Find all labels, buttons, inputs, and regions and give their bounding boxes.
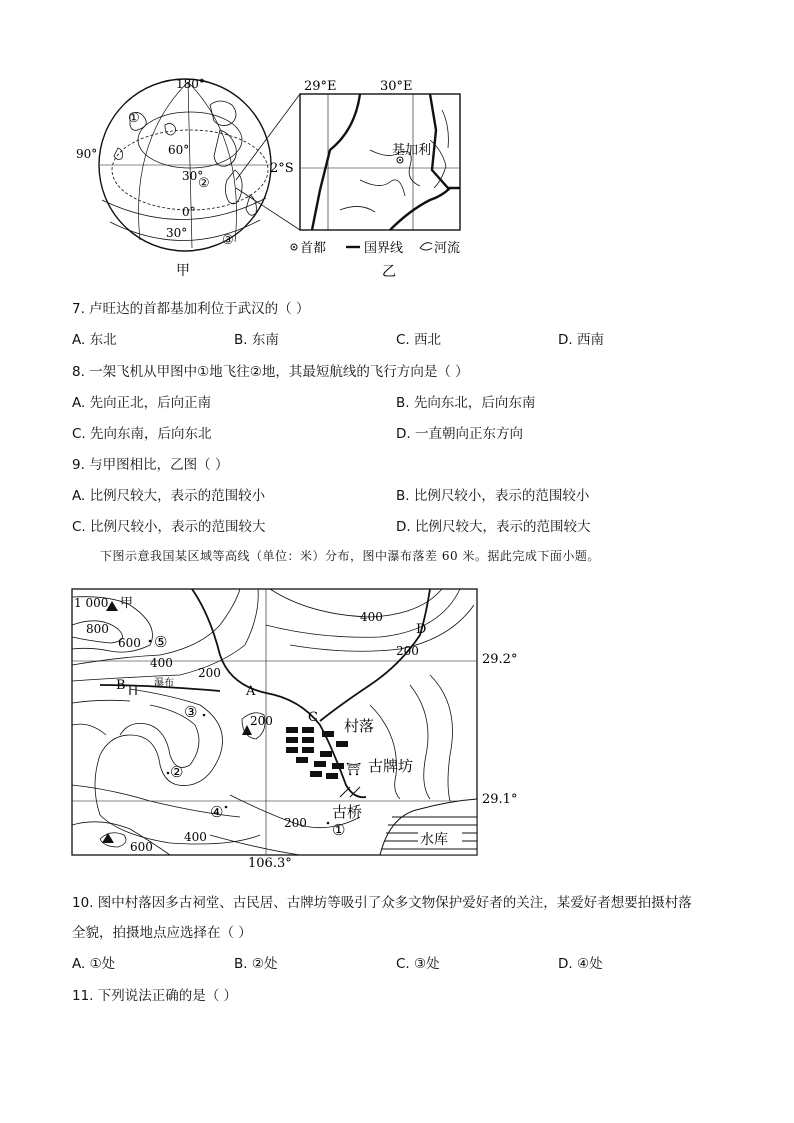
point-c: C [308,710,318,725]
q8-option-a[interactable]: A. 先向正北，后向正南 [72,395,212,411]
q7-option-a[interactable]: A. 东北 [72,332,117,348]
q9-option-b[interactable]: B. 比例尺较小，表示的范围较小 [396,488,590,504]
mark-4: ④ [210,803,224,821]
q9-option-d[interactable]: D. 比例尺较大，表示的范围较大 [396,519,591,535]
globe-caption: 甲 [176,263,190,279]
mark-1: ① [332,821,346,839]
peak-jia: 甲 [120,596,134,611]
contour-800: 800 [86,622,109,636]
legend-capital: 首都 [300,241,327,256]
globe-map [76,77,271,279]
inset-caption: 乙 [382,264,396,280]
village-label: 村落 [344,717,375,735]
inset-lon-30: 30°E [380,79,413,94]
figure-contour-map [70,585,540,870]
globe-label-30: 30° [182,169,204,183]
contour-200b: 200 [250,714,273,728]
reservoir-label: 水库 [420,832,448,848]
question-8-stem: 8. 一架飞机从甲图中①地飞往②地，其最短航线的飞行方向是（ ） [72,364,469,380]
archway-label: 古牌坊 [368,757,414,775]
inset-lat-2s: 2°S [270,161,294,176]
lon-106-3: 106.3° [248,856,292,870]
lat-29-2: 29.2° [482,652,518,667]
globe-label-60: 60° [168,143,190,157]
legend-border: 国界线 [364,241,404,256]
mark-3: ③ [184,703,198,721]
globe-mark-2: ② [198,176,210,191]
q10-option-a[interactable]: A. ①处 [72,956,116,972]
point-a: A [246,684,256,699]
question-10-stem-line1: 10. 图中村落因多古祠堂、古民居、古牌坊等吸引了众多文物保护爱好者的关注，某爱好者想要拍摄村落 [72,895,692,911]
q7-option-b[interactable]: B. 东南 [234,332,279,348]
point-b: B [116,678,126,693]
contour-200a: 200 [198,666,221,680]
village-buildings [286,727,348,779]
contour-1000: 1 000 [74,596,109,610]
inset-lon-29: 29°E [304,79,337,94]
q9-option-a[interactable]: A. 比例尺较大，表示的范围较小 [72,488,266,504]
bridge-label: 古桥 [332,803,363,821]
globe-mark-1: ① [128,111,140,126]
figure-globe-and-inset [70,70,490,285]
globe-mark-3: ③ [222,233,234,248]
inset-map [270,79,460,280]
q7-option-d[interactable]: D. 西南 [558,332,604,348]
q10-option-d[interactable]: D. ④处 [558,956,603,972]
question-7-stem: 7. 卢旺达的首都基加利位于武汉的（ ） [72,301,310,317]
q10-option-c[interactable]: C. ③处 [396,956,440,972]
globe-label-30b: 30° [166,226,188,240]
globe-label-180: 180° [176,77,205,91]
point-d: D [416,622,427,637]
contour-400b: 400 [360,610,383,624]
legend-river: 河流 [434,241,461,256]
waterfall-label: 瀑布 [154,678,174,689]
section-intro: 下图示意我国某区域等高线（单位：米）分布，图中瀑布落差 60 米。据此完成下面小题。 [100,549,600,563]
contour-200c: 200 [396,644,419,658]
q8-option-b[interactable]: B. 先向东北，后向东南 [396,395,536,411]
question-11-stem: 11. 下列说法正确的是（ ） [72,988,238,1004]
question-9-stem: 9. 与甲图相比，乙图（ ） [72,457,229,473]
q7-option-c[interactable]: C. 西北 [396,332,442,348]
globe-label-0: 0° [182,205,196,219]
contour-400a: 400 [150,656,173,670]
contour-600: 600 [118,636,141,650]
q9-option-c[interactable]: C. 比例尺较小，表示的范围较大 [72,519,266,535]
svg-text:⛩: ⛩ [346,762,362,776]
contour-400c: 400 [184,830,207,844]
lat-29-1: 29.1° [482,792,518,807]
inset-city-label: 基加利 [392,143,432,158]
question-10-stem-line2: 全貌，拍摄地点应选择在（ ） [72,925,252,941]
contour-600b: 600 [130,840,153,854]
contour-200d: 200 [284,816,307,830]
globe-label-90: 90° [76,147,98,161]
mark-2: ② [170,763,184,781]
q8-option-c[interactable]: C. 先向东南，后向东北 [72,426,212,442]
q8-option-d[interactable]: D. 一直朝向正东方向 [396,426,523,442]
mark-5: ⑤ [154,633,168,651]
q10-option-b[interactable]: B. ②处 [234,956,278,972]
